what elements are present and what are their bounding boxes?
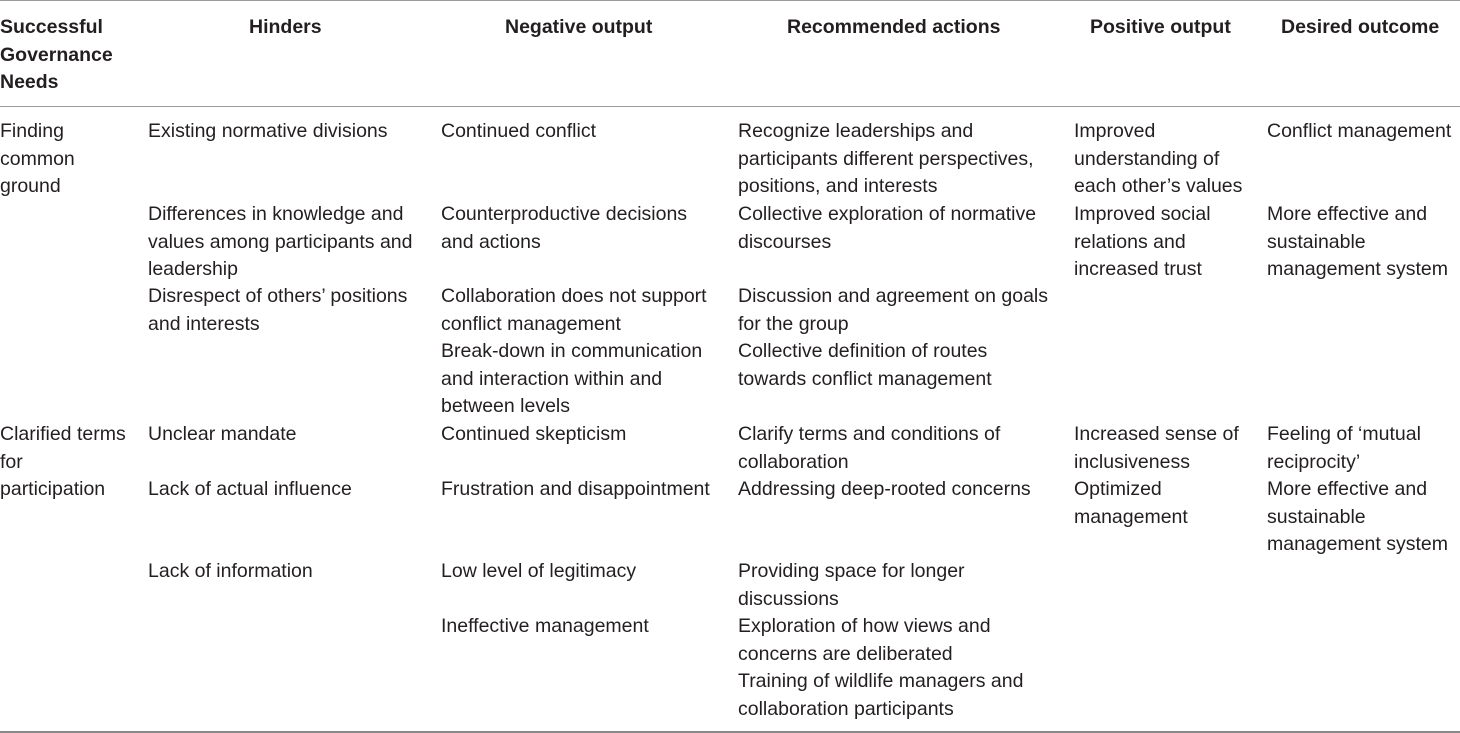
header-line: Successful	[0, 16, 103, 38]
positive-output-item	[1074, 118, 1242, 201]
cell-line: Feeling of ‘mutual	[1267, 423, 1421, 445]
header-recommended-actions: Recommended actions	[787, 16, 1001, 38]
cell-line: reciprocity’	[1267, 450, 1361, 473]
cell-line: Increased sense of	[1074, 423, 1239, 445]
cell-line: Collaboration does not support	[441, 285, 707, 307]
cell-line: understanding of	[1074, 147, 1220, 170]
cell-line: More effective and	[1267, 478, 1428, 500]
desired-outcome-item	[1267, 201, 1448, 284]
recommended-action-item	[738, 201, 1036, 256]
cell-line: Exploration of how views and	[738, 615, 991, 637]
negative-output-item	[441, 283, 707, 338]
hinder-item	[148, 283, 407, 338]
cell-line: Continued skepticism	[441, 423, 627, 445]
header-positive-output: Positive output	[1090, 16, 1231, 38]
desired-outcome-item	[1267, 476, 1448, 559]
hinder-item	[148, 118, 388, 146]
cell-line: ground	[0, 175, 61, 197]
cell-line: Unclear mandate	[148, 423, 297, 445]
negative-output-item	[441, 613, 649, 641]
cell-line: Discussion and agreement on goals	[738, 285, 1049, 307]
header-successful-governance-needs	[0, 14, 113, 97]
cell-line: Counterproductive decisions	[441, 203, 688, 225]
cell-line: management system	[1267, 258, 1448, 280]
cell-line: Finding	[0, 120, 64, 142]
hinder-item	[148, 558, 313, 586]
cell-line: for	[0, 450, 23, 473]
cell-line: collaboration	[738, 450, 849, 473]
cell-line: inclusiveness	[1074, 450, 1190, 473]
cell-line: values among participants and	[148, 230, 413, 253]
top-rule	[0, 0, 1460, 1]
needs-clarified-terms	[0, 421, 126, 504]
cell-line: Disrespect of others’ positions	[148, 285, 408, 307]
cell-line: Optimized	[1074, 478, 1162, 500]
cell-line: positions, and interests	[738, 175, 938, 197]
cell-line: management	[1074, 505, 1188, 528]
positive-output-item	[1074, 476, 1188, 531]
cell-line: Providing space for longer	[738, 560, 965, 582]
needs-finding-common-ground	[0, 118, 75, 201]
cell-line: Training of wildlife managers and	[738, 670, 1024, 692]
positive-output-item	[1074, 421, 1239, 476]
cell-line: sustainable	[1267, 230, 1366, 253]
cell-line: participation	[0, 478, 106, 500]
cell-line: concerns are deliberated	[738, 642, 953, 665]
header-hinders: Hinders	[249, 16, 322, 38]
cell-line: Improved social	[1074, 203, 1211, 225]
negative-output-item	[441, 118, 596, 146]
cell-line: discussions	[738, 587, 839, 610]
hinder-item	[148, 201, 413, 284]
cell-line: increased trust	[1074, 258, 1202, 280]
recommended-action-item	[738, 338, 992, 393]
cell-line: participants different perspectives,	[738, 147, 1034, 170]
negative-output-item	[441, 476, 710, 504]
cell-line: Clarified terms	[0, 423, 126, 445]
cell-line: for the group	[738, 312, 849, 335]
cell-line: relations and	[1074, 230, 1186, 253]
header-negative-output: Negative output	[505, 16, 653, 38]
recommended-action-item	[738, 558, 965, 613]
cell-line: common	[0, 147, 75, 170]
cell-line: Low level of legitimacy	[441, 560, 637, 582]
cell-line: Frustration and disappointment	[441, 478, 710, 500]
cell-line: Collective exploration of normative	[738, 203, 1037, 225]
cell-line: and actions	[441, 230, 541, 253]
hinder-item	[148, 421, 297, 449]
cell-line: and interaction within and	[441, 367, 663, 390]
cell-line: management system	[1267, 533, 1448, 555]
cell-line: Ineffective management	[441, 615, 649, 637]
cell-line: between levels	[441, 395, 570, 417]
header-desired-outcome: Desired outcome	[1281, 16, 1440, 38]
cell-line: Conflict management	[1267, 120, 1452, 142]
negative-output-item	[441, 421, 626, 449]
positive-output-item	[1074, 201, 1211, 284]
hinder-item	[148, 476, 352, 504]
recommended-action-item	[738, 118, 1034, 201]
cell-line: Continued conflict	[441, 120, 597, 142]
cell-line: Clarify terms and conditions of	[738, 423, 1001, 445]
header-line: Needs	[0, 71, 59, 93]
cell-line: Lack of actual influence	[148, 478, 352, 500]
negative-output-item	[441, 201, 687, 256]
cell-line: More effective and	[1267, 203, 1428, 225]
cell-line: Recognize leaderships and	[738, 120, 974, 142]
cell-line: Differences in knowledge and	[148, 203, 404, 225]
cell-line: collaboration participants	[738, 697, 954, 720]
cell-line: towards conflict management	[738, 367, 992, 390]
recommended-action-item	[738, 613, 991, 668]
cell-line: sustainable	[1267, 505, 1366, 528]
header-line: Governance	[0, 43, 113, 66]
cell-line: Collective definition of routes	[738, 340, 988, 362]
cell-line: leadership	[148, 258, 238, 280]
cell-line: and interests	[148, 312, 260, 335]
cell-line: conflict management	[441, 312, 621, 335]
cell-line: Improved	[1074, 120, 1156, 142]
desired-outcome-item	[1267, 118, 1451, 146]
recommended-action-item	[738, 668, 1023, 723]
negative-output-item	[441, 558, 636, 586]
negative-output-item	[441, 338, 702, 421]
recommended-action-item	[738, 283, 1048, 338]
cell-line: Existing normative divisions	[148, 120, 388, 142]
cell-line: each other’s values	[1074, 175, 1243, 197]
cell-line: Break-down in communication	[441, 340, 703, 362]
cell-line: Addressing deep-rooted concerns	[738, 478, 1031, 500]
recommended-action-item	[738, 476, 1031, 504]
cell-line: Lack of information	[148, 560, 313, 582]
header-rule	[0, 106, 1460, 107]
desired-outcome-item	[1267, 421, 1421, 476]
cell-line: discourses	[738, 230, 832, 253]
recommended-action-item	[738, 421, 1000, 476]
